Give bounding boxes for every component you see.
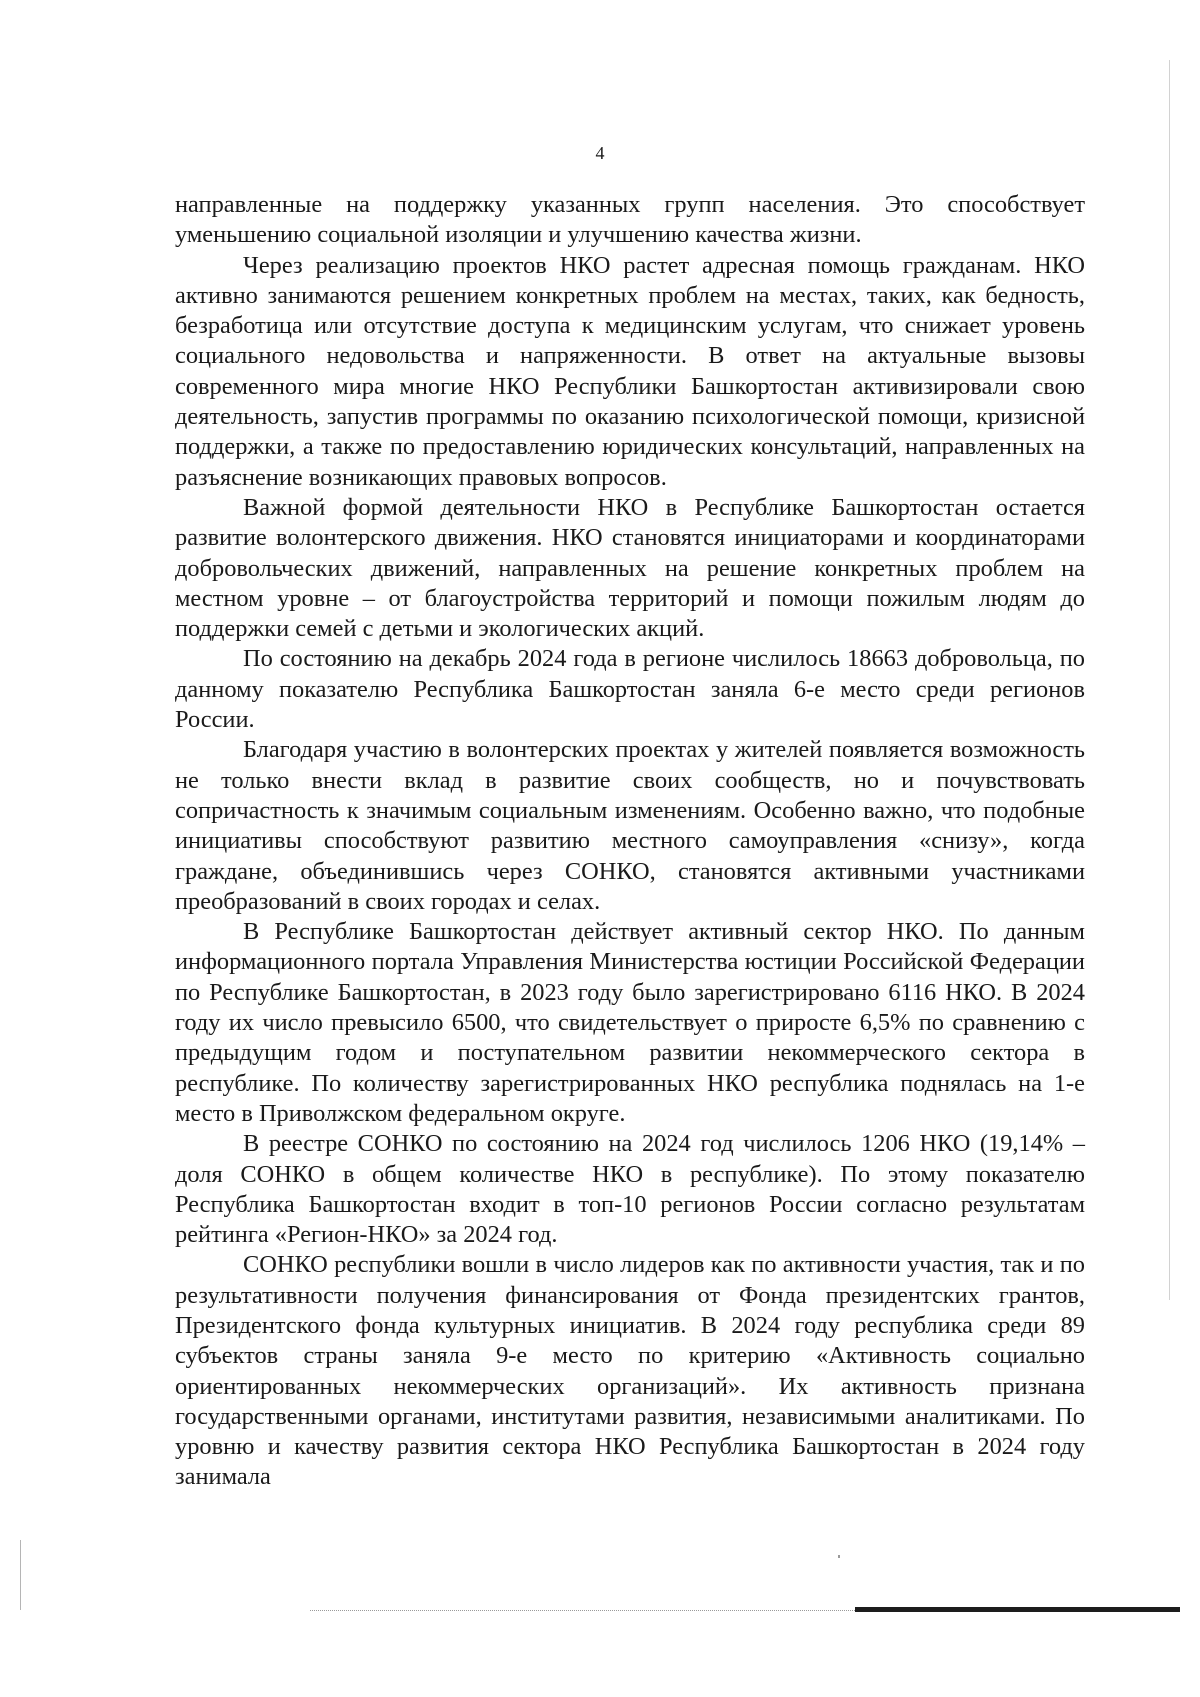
paragraph: Важной формой деятельности НКО в Республике Башкортостан остается развитие волонтерского движения. НКО становятся инициаторами и координаторами добровольческих движений, направленных на решение конкретных проблем на местном уровне – от благоустройства территорий и помощи пожилым людям до поддержки семей с детьми и экологических акций. <box>175 493 1085 643</box>
document-body <box>175 190 1085 1493</box>
paragraph: По состоянию на декабрь 2024 года в регионе числилось 18663 добровольца, по данному показателю Республика Башкортостан заняла 6-е место среди регионов России. <box>175 645 1085 734</box>
paragraph: В реестре СОНКО по состоянию на 2024 год числилось 1206 НКО (19,14% – доля СОНКО в общем количестве НКО в республике). По этому показателю Республика Башкортостан входит в топ-10 регионов России согласно результатам рейтинга «Регион-НКО» за 2024 год. <box>175 1130 1085 1249</box>
scan-dotted-line <box>310 1610 855 1611</box>
paragraph: Через реализацию проектов НКО растет адресная помощь гражданам. НКО активно занимаются решением конкретных проблем на местах, таких, как бедность, безработица или отсутствие доступа к медицинским услугам, что снижает уровень социального недовольства и напряженности. В ответ на актуальные вызовы современного мира многие НКО Республики Башкортостан активизировали свою деятельность, запустив программы по оказанию психологической помощи, кризисной поддержки, а также по предоставлению юридических консультаций, направленных на разъяснение возникающих правовых вопросов. <box>175 251 1085 491</box>
scan-edge-line <box>20 1540 21 1610</box>
scan-speck <box>838 1555 840 1558</box>
scan-bottom-bar <box>855 1607 1180 1612</box>
paragraph: СОНКО республики вошли в число лидеров как по активности участия, так и по результативности получения финансирования от Фонда президентских грантов, Президентского фонда культурных инициатив. В 2024 году республика среди 89 субъектов страны заняла 9-е место по критерию «Активность социально ориентированных некоммерческих организаций». Их активность признана государственными органами, институтами развития, независимыми аналитиками. По уровню и качеству развития сектора НКО Республика Башкортостан в 2024 году занимала <box>175 1251 1085 1491</box>
paragraph: Благодаря участию в волонтерских проектах у жителей появляется возможность не только внести вклад в развитие своих сообществ, но и почувствовать сопричастность к значимым социальным изменениям. Особенно важно, что подобные инициативы способствуют развитию местного самоуправления «снизу», когда граждане, объединившись через СОНКО, становятся активными участниками преобразований в своих городах и селах. <box>175 736 1085 915</box>
scan-edge-line <box>1169 60 1170 1300</box>
paragraph: направленные на поддержку указанных групп населения. Это способствует уменьшению социальной изоляции и улучшению качества жизни. <box>175 191 1085 249</box>
page-number: 4 <box>595 143 605 163</box>
paragraph: В Республике Башкортостан действует активный сектор НКО. По данным информационного портала Управления Министерства юстиции Российской Федерации по Республике Башкортостан, в 2023 году было зарегистрировано 6116 НКО. В 2024 году их число превысило 6500, что свидетельствует о приросте 6,5% по сравнению с предыдущим годом и поступательном развитии некоммерческого сектора в республике. По количеству зарегистрированных НКО республика поднялась на 1-е место в Приволжском федеральном округе. <box>175 918 1085 1127</box>
